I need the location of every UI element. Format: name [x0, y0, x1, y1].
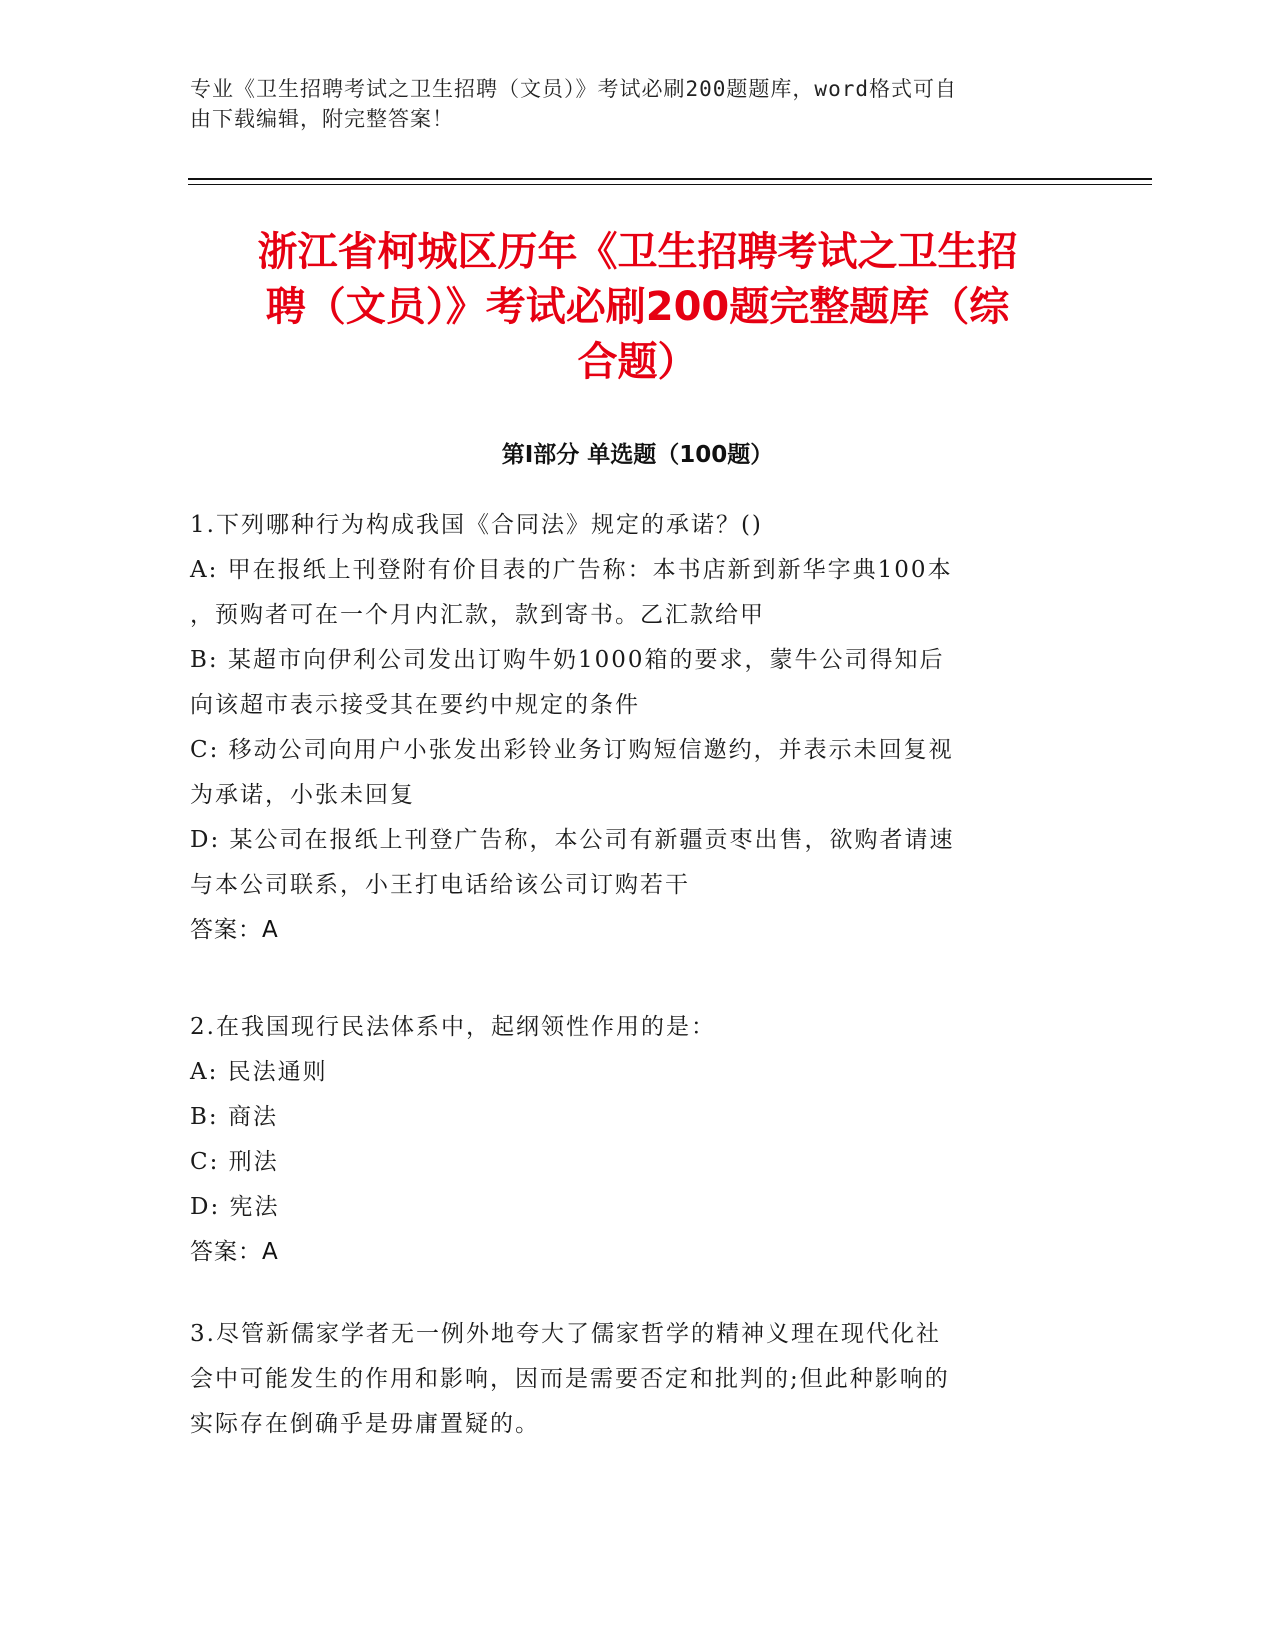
option-b-line: B: 某超市向伊利公司发出订购牛奶1000箱的要求，蒙牛公司得知后	[190, 647, 945, 673]
question-3	[190, 1312, 1070, 1447]
title-line: 合题）	[577, 339, 698, 385]
option-d-line: 与本公司联系，小王打电话给该公司订购若干	[190, 872, 690, 898]
answer: 答案：A	[190, 917, 279, 943]
option-c-line: 为承诺，小张未回复	[190, 782, 415, 808]
option-a-line: A: 民法通则	[190, 1059, 328, 1085]
section-heading: 第Ⅰ部分 单选题（100题）	[501, 442, 774, 468]
header-rule-thin	[188, 184, 1152, 185]
header-note-line: 由下载编辑，附完整答案！	[190, 107, 454, 131]
option-a-line: ，预购者可在一个月内汇款，款到寄书。乙汇款给甲	[190, 602, 765, 628]
option-c-line: C: 刑法	[190, 1149, 279, 1175]
question-stem: 3.尽管新儒家学者无一例外地夸大了儒家哲学的精神义理在现代化社	[190, 1321, 941, 1347]
option-d-line: D: 某公司在报纸上刊登广告称，本公司有新疆贡枣出售，欲购者请速	[190, 827, 955, 853]
option-a-line: A: 甲在报纸上刊登附有价目表的广告称：本书店新到新华字典100本	[190, 557, 953, 583]
question-stem: 1.下列哪种行为构成我国《合同法》规定的承诺？()	[190, 512, 763, 538]
title-line: 聘（文员）》考试必刷200题完整题库（综	[265, 284, 1010, 330]
option-b-line: B: 商法	[190, 1104, 278, 1130]
option-b-line: 向该超市表示接受其在要约中规定的条件	[190, 692, 640, 718]
document-title	[190, 225, 1085, 390]
title-line: 浙江省柯城区历年《卫生招聘考试之卫生招	[257, 229, 1018, 275]
question-2	[190, 1005, 1070, 1275]
question-stem: 2.在我国现行民法体系中，起纲领性作用的是：	[190, 1014, 716, 1040]
question-1	[190, 503, 1070, 953]
header-note	[190, 74, 1090, 134]
header-note-line: 专业《卫生招聘考试之卫生招聘（文员）》考试必刷200题题库，word格式可自	[190, 77, 957, 101]
question-stem: 会中可能发生的作用和影响，因而是需要否定和批判的;但此种影响的	[190, 1366, 950, 1392]
option-d-line: D: 宪法	[190, 1194, 280, 1220]
answer: 答案：A	[190, 1239, 279, 1265]
option-c-line: C: 移动公司向用户小张发出彩铃业务订购短信邀约，并表示未回复视	[190, 737, 954, 763]
header-rule-thick	[188, 178, 1152, 180]
question-stem: 实际存在倒确乎是毋庸置疑的。	[190, 1411, 540, 1437]
